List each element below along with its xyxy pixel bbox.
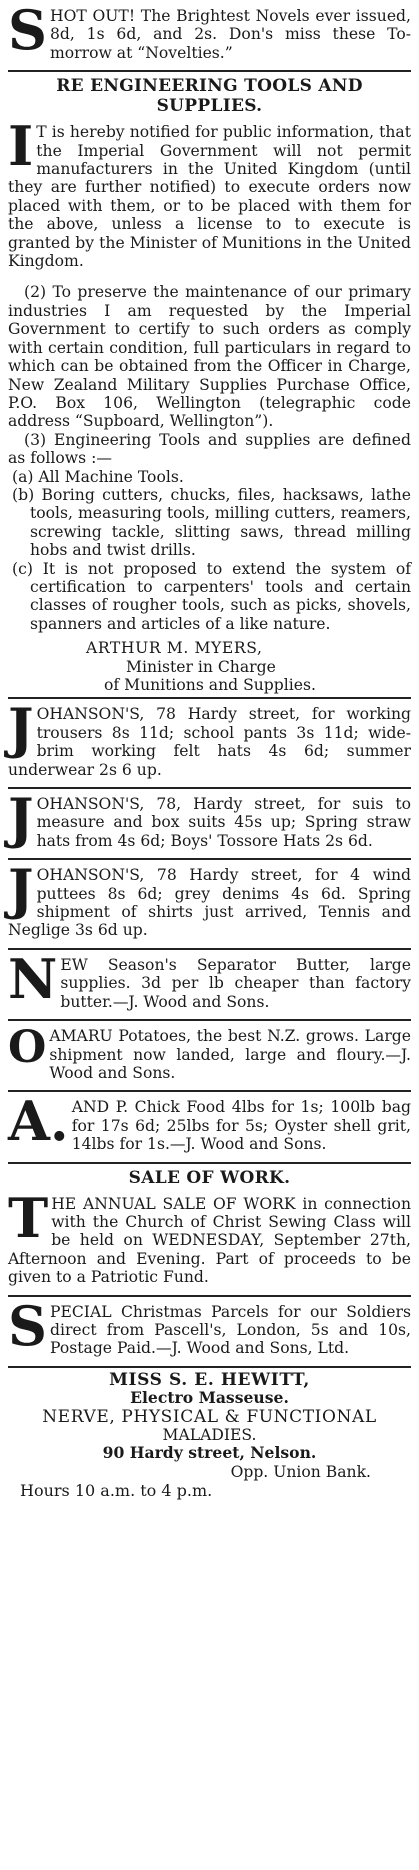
sale-text: HE ANNUAL SALE OF WORK in connection with the Church of Christ Sewing Class will be held on WEDNESDAY, September 27th, Afternoon and Evening. Part of proceeds to be given to a Patriotic Fund. bbox=[8, 1194, 411, 1287]
advert-text: AND P. Chick Food 4lbs for 1s; 100lb bag for 17s 6d; 25lbs for 5s; Oyster shell grit, 14lbs for 1s.—J. Wood and Sons. bbox=[71, 1098, 411, 1154]
divider bbox=[8, 858, 411, 860]
notice-item-a: (a) All Machine Tools. bbox=[12, 467, 184, 486]
drop-cap: S bbox=[8, 1293, 47, 1358]
drop-cap: O bbox=[8, 1022, 47, 1074]
potatoes-advert bbox=[8, 1024, 411, 1087]
johanson-advert-1 bbox=[8, 696, 411, 784]
signature-name: ARTHUR M. MYERS, bbox=[86, 639, 263, 658]
hewitt-address: 90 Hardy street, Nelson. bbox=[102, 1443, 317, 1463]
signature-title-1: Minister in Charge bbox=[126, 657, 276, 676]
divider bbox=[8, 948, 411, 950]
advert-text: EW Season's Separator Butter, large supplies. 3d per lb cheaper than factory butter.—J. Wood and Sons. bbox=[60, 955, 411, 1011]
drop-cap: J bbox=[8, 696, 34, 761]
divider bbox=[8, 787, 411, 789]
divider bbox=[8, 1295, 411, 1297]
hewitt-hours: Hours 10 a.m. to 4 p.m. bbox=[20, 1481, 213, 1501]
christmas-parcels-advert bbox=[8, 1293, 411, 1363]
divider bbox=[8, 70, 411, 72]
sale-heading: SALE OF WORK. bbox=[128, 1167, 291, 1188]
notice-paragraph-3: (3) Engineering Tools and supplies are defined as follows :— bbox=[8, 430, 411, 468]
notice-item-b: (b) Boring cutters, chucks, files, hacksaws, lathe tools, measuring tools, milling cutters, reamers, screwing tackle, slitting saws, thread milling hobs and twist drills. bbox=[12, 485, 411, 560]
notice-paragraph-1: T is hereby notified for public information, that the Imperial Government will not permit manufacturers in the United Kingdom (until they are further notified) to execute orders now placed with them, or to be placed with them for the above, unless a license to to execute is granted by the Minister of Munitions in the United Kingdom. bbox=[8, 123, 411, 271]
hewitt-specialty-1: NERVE, PHYSICAL & FUNCTIONAL bbox=[42, 1406, 377, 1427]
notice-heading: RE ENGINEERING TOOLS AND SUPPLIES. bbox=[56, 76, 363, 117]
notice-signature bbox=[8, 639, 411, 694]
drop-cap: A. bbox=[8, 1089, 69, 1154]
drop-cap: S bbox=[8, 0, 47, 62]
johanson-advert-2 bbox=[8, 786, 411, 855]
hewitt-landmark: Opp. Union Bank. bbox=[230, 1462, 371, 1481]
notice-paragraph-2: (2) To preserve the maintenance of our primary industries I am requested by the Imperial Government to certify to such orders as comply with certain condition, full particulars in regard to which can be obtained from the Officer in Charge, New Zealand Military Supplies Purchase Office, P.O. Box 106, Wellington (telegraphic code address “Supboard, Wellington”). bbox=[8, 283, 411, 431]
notice-item-c: (c) It is not proposed to extend the system of certification to carpenters' tools and certain classes of rougher tools, such as picks, shovels, spanners and articles of a like nature. bbox=[12, 559, 411, 633]
advert-text: OHANSON'S, 78 Hardy street, for working trousers 8s 11d; school pants 3s 11d; wide-brim working felt hats 4s 6d; summer underwear 2s 6 up. bbox=[8, 705, 411, 779]
advert-text: OHANSON'S, 78, Hardy street, for suis to measure and box suits 45s up; Spring straw hats from 4s 6d; Boys' Tossore Hats 2s 6d. bbox=[36, 795, 411, 850]
signature-title-2: of Munitions and Supplies. bbox=[104, 676, 316, 694]
chick-food-advert bbox=[8, 1089, 411, 1158]
advert-text: AMARU Potatoes, the best N.Z. grows. Large shipment now landed, large and floury.—J. Wood and Sons. bbox=[49, 1027, 411, 1082]
drop-cap: T bbox=[8, 1185, 49, 1250]
divider bbox=[8, 1019, 411, 1021]
hewitt-specialty-2: MALADIES. bbox=[162, 1426, 257, 1444]
sale-of-work-notice bbox=[8, 1168, 411, 1292]
divider bbox=[8, 1162, 411, 1164]
advert-text: HOT OUT! The Brightest Novels ever issued, 8d, 1s 6d, and 2s. Don's miss these To-morrow at “Novelties.” bbox=[50, 7, 411, 62]
drop-cap: N bbox=[8, 946, 58, 1011]
novels-advert bbox=[8, 0, 411, 67]
advert-text: OHANSON'S, 78 Hardy street, for 4 wind puttees 8s 6d; grey denims 4s 6d. Spring shipment of shirts just arrived, Tennis and Neglige 3s 6d up. bbox=[8, 866, 411, 940]
engineering-notice bbox=[8, 76, 411, 694]
hewitt-advert bbox=[8, 1371, 411, 1501]
divider bbox=[8, 697, 411, 699]
hewitt-profession: Electro Masseuse. bbox=[130, 1388, 289, 1408]
sale-body bbox=[8, 1185, 411, 1292]
notice-intro bbox=[8, 114, 411, 275]
advert-text: PECIAL Christmas Parcels for our Soldiers direct from Pascell's, London, 5s and 10s, Postage Paid.—J. Wood and Sons, Ltd. bbox=[50, 1302, 411, 1358]
divider bbox=[8, 1366, 411, 1368]
drop-cap: J bbox=[8, 857, 34, 922]
drop-cap: J bbox=[8, 786, 34, 851]
butter-advert bbox=[8, 946, 411, 1016]
johanson-advert-3 bbox=[8, 857, 411, 945]
drop-cap: I bbox=[8, 114, 34, 179]
hewitt-name: MISS S. E. HEWITT, bbox=[109, 1369, 310, 1390]
